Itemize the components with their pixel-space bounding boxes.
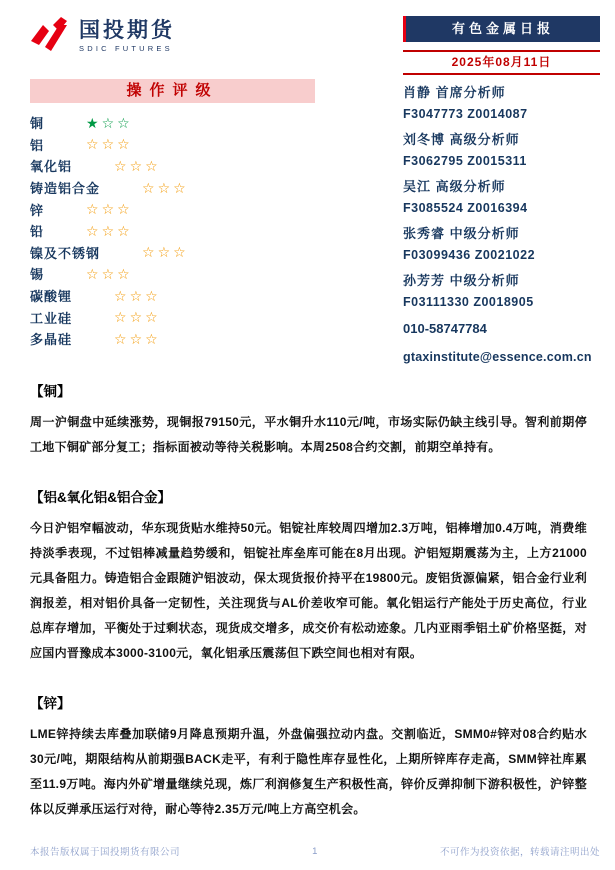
star-rating: ☆☆☆ xyxy=(86,136,133,153)
header-badges xyxy=(403,16,600,75)
footer-copyright: 本报告版权属于国投期货有限公司 xyxy=(30,847,181,858)
header xyxy=(30,16,600,75)
analyst-entry xyxy=(403,270,600,309)
star-rating: ☆☆☆ xyxy=(86,201,133,218)
analyst-codes: F3047773 Z0014087 xyxy=(403,107,528,121)
section xyxy=(30,692,587,822)
rating-row xyxy=(30,134,403,156)
logo-text xyxy=(79,20,175,53)
star-rating: ☆☆☆ xyxy=(142,244,189,261)
rating-row xyxy=(30,198,403,220)
report-sections xyxy=(30,380,600,822)
metal-name: 氧化铝 xyxy=(30,159,73,175)
analyst-entry xyxy=(403,82,600,121)
metal-name: 碳酸锂 xyxy=(30,289,73,305)
analyst-list xyxy=(403,82,600,309)
report-title-badge: 有色金属日报 xyxy=(403,16,600,42)
analyst-panel xyxy=(403,79,600,364)
star-rating: ☆☆☆ xyxy=(142,179,189,196)
rating-panel-title: 操作评级 xyxy=(30,79,315,103)
metal-name: 铜 xyxy=(30,116,45,132)
analyst-entry xyxy=(403,129,600,168)
analyst-name-line: 孙芳芳 中级分析师 xyxy=(403,273,520,288)
rating-row xyxy=(30,263,403,285)
rating-row xyxy=(30,328,403,350)
rating-row xyxy=(30,285,403,307)
rating-panel xyxy=(30,79,403,364)
star-rating: ☆☆☆ xyxy=(114,287,161,304)
logo xyxy=(30,16,175,63)
analyst-name-line: 吴江 高级分析师 xyxy=(403,179,506,194)
analyst-codes: F3085524 Z0016394 xyxy=(403,201,528,215)
metal-name: 工业硅 xyxy=(30,310,73,326)
analyst-entry xyxy=(403,176,600,215)
rating-row xyxy=(30,306,403,328)
rating-row xyxy=(30,177,403,199)
analyst-codes: F3062795 Z0015311 xyxy=(403,154,527,168)
star-rating: ☆☆☆ xyxy=(114,330,161,347)
star-rating: ☆☆☆ xyxy=(86,265,133,282)
logo-icon xyxy=(30,16,70,57)
analyst-codes: F03099436 Z0021022 xyxy=(403,248,536,262)
analyst-codes: F03111330 Z0018905 xyxy=(403,295,534,309)
contact-phone: 010-58747784 xyxy=(403,321,487,336)
analyst-name-line: 刘冬博 高级分析师 xyxy=(403,132,520,147)
section-body: 周一沪铜盘中延续涨势，现铜报79150元，平水铜升水110元/吨，市场实际仍缺主线引导。智利前期停工地下铜矿部分复工；指标面被动等待关税影响。本周2508合约交割，前期空单持有。 xyxy=(30,415,587,454)
page-footer xyxy=(30,844,600,858)
upper-columns xyxy=(30,79,600,364)
rating-list xyxy=(30,112,403,350)
rating-row xyxy=(30,242,403,264)
section xyxy=(30,486,587,666)
section-heading: 【锌】 xyxy=(30,696,71,711)
analyst-entry xyxy=(403,223,600,262)
metal-name: 铸造铝合金 xyxy=(30,181,101,197)
logo-name-cn: 国投期货 xyxy=(79,19,175,43)
star-rating: ☆☆☆ xyxy=(86,222,133,239)
star-rating: ☆☆☆ xyxy=(114,309,161,326)
analyst-name-line: 张秀睿 中级分析师 xyxy=(403,226,520,241)
rating-row xyxy=(30,112,403,134)
metal-name: 镍及不锈钢 xyxy=(30,245,101,261)
star-rating: ☆☆☆ xyxy=(114,157,161,174)
rating-row xyxy=(30,155,403,177)
metal-name: 锡 xyxy=(30,267,45,283)
metal-name: 锌 xyxy=(30,202,45,218)
page-number: 1 xyxy=(312,845,318,857)
logo-name-en: SDIC FUTURES xyxy=(79,44,173,54)
rating-row xyxy=(30,220,403,242)
contact-email: gtaxinstitute@essence.com.cn xyxy=(403,350,592,364)
metal-name: 铅 xyxy=(30,224,45,240)
section-heading: 【铜】 xyxy=(30,384,71,399)
section-heading: 【铝&氧化铝&铝合金】 xyxy=(30,490,171,505)
analyst-name-line: 肖静 首席分析师 xyxy=(403,85,506,100)
metal-name: 铝 xyxy=(30,137,45,153)
metal-name: 多晶硅 xyxy=(30,332,73,348)
report-date: 2025年08月11日 xyxy=(403,50,600,75)
section xyxy=(30,380,587,460)
section-body: LME锌持续去库叠加联储9月降息预期升温，外盘偏强拉动内盘。交割临近，SMM0#锌对08合约贴水30元/吨，期限结构从前期强BACK走平，有利于隐性库存显性化，上期所锌库存走高，SMM锌社库累至11.9万吨。海内外矿增量继续兑现，炼厂利润修复生产积极性高，锌价反弹抑制下游积极性，沪锌整体以反弹承压运行对待，耐心等待2.35万元/吨上方高空机会。 xyxy=(30,727,587,816)
section-body: 今日沪铝窄幅波动，华东现货贴水维持50元。铝锭社库较周四增加2.3万吨，铝棒增加0.4万吨，消费维持淡季表现，不过铝棒减量趋势缓和，铝锭社库垒库可能在8月出现。沪铝短期震荡为主，上方21000元具备阻力。铸造铝合金跟随沪铝波动，保太现货报价持平在19800元。废铝货源偏紧，铝合金行业利润报差，相对铝价具备一定韧性，关注现货与AL价差收窄可能。氧化铝运行产能处于历史高位，行业总库存增加，平衡处于过剩状态，现货成交增多，成交价有松动迹象。几内亚雨季铝土矿价格坚挺，对应国内晋豫成本3000-3100元，氧化铝承压震荡但下跌空间也相对有限。 xyxy=(30,521,587,660)
footer-disclaimer: 不可作为投资依据，转载请注明出处 xyxy=(439,847,600,858)
star-rating: ★☆☆ xyxy=(86,114,133,131)
